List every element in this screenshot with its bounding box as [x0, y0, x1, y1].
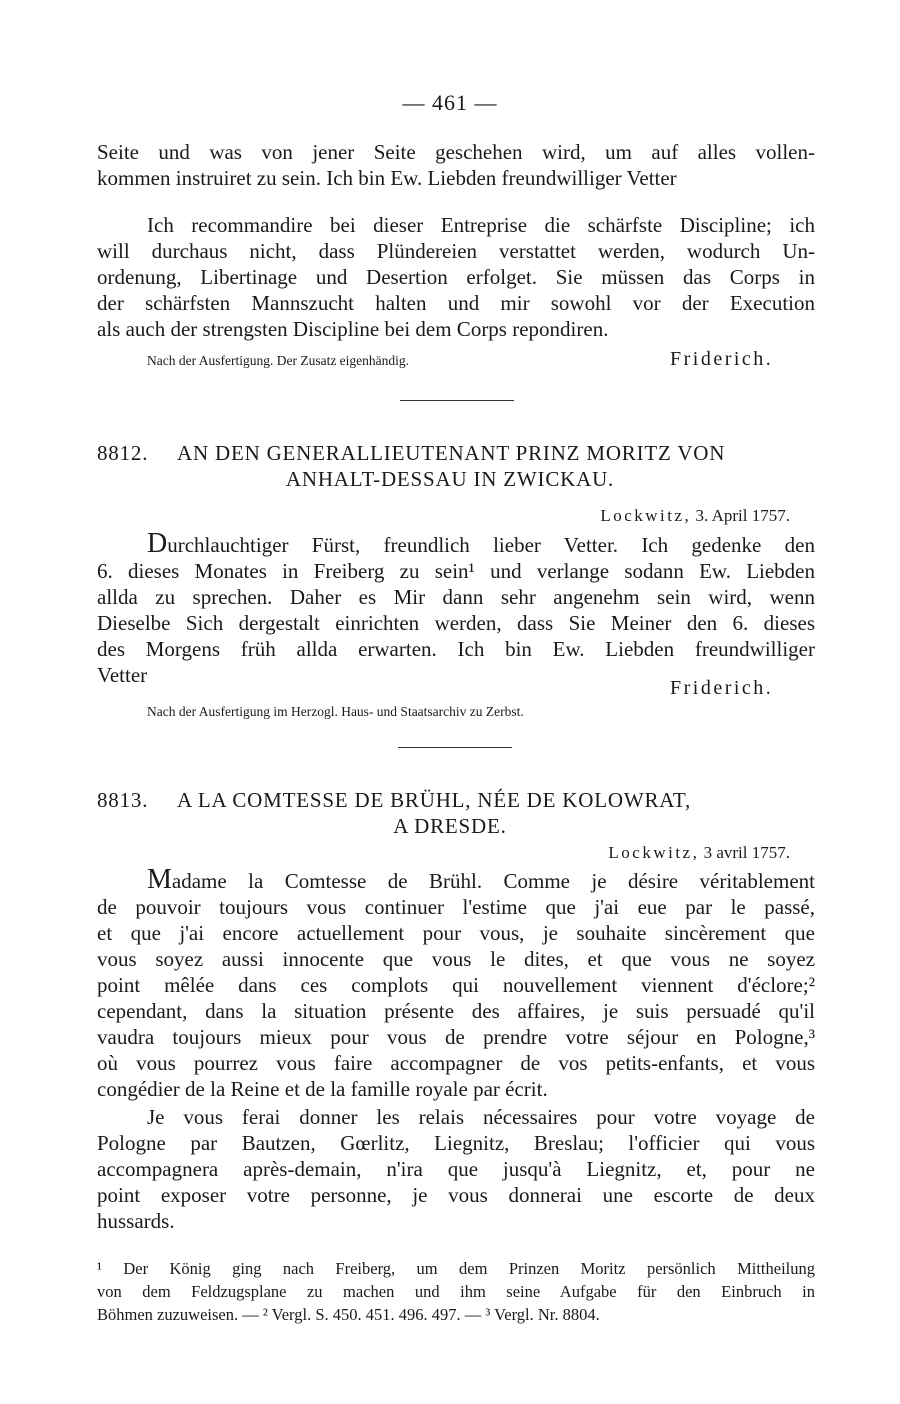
- text-line: Dieselbe Sich dergestalt einrichten werden, dass Sie Meiner den 6. dieses: [97, 611, 815, 635]
- letter-addressee: A LA COMTESSE DE BRÜHL, NÉE DE KOLOWRAT,: [177, 788, 692, 812]
- page-number: — 461 —: [402, 90, 498, 115]
- footnote-line: ¹ Der König ging nach Freiberg, um dem Prinzen Moritz persönlich Mittheilung: [97, 1259, 815, 1278]
- text-line: allda zu sprechen. Daher es Mir dann sehr angenehm sein wird, wenn: [97, 585, 815, 609]
- dateline-date: 3 avril 1757.: [703, 843, 790, 862]
- drop-cap: D: [147, 528, 168, 559]
- dateline: [608, 843, 790, 863]
- text-line: vous soyez aussi innocente que vous le dites, et que vous ne soyez: [97, 947, 815, 971]
- text-line: der schärfsten Mannszucht halten und mir sowohl vor der Execution: [97, 291, 815, 315]
- letter-number: 8812.: [97, 441, 149, 465]
- text-line: 6. dieses Monates in Freiberg zu sein¹ und verlange sodann Ew. Liebden: [97, 559, 815, 583]
- text-line: Vetter: [97, 663, 148, 687]
- letter-heading: [97, 787, 815, 813]
- text-line: congédier de la Reine et de la famille royale par écrit.: [97, 1077, 548, 1101]
- letter-addressee-line2: ANHALT-DESSAU IN ZWICKAU.: [285, 467, 615, 491]
- letter-addressee: AN DEN GENERALLIEUTENANT PRINZ MORITZ VON: [177, 441, 726, 465]
- letter-addressee-line2: A DRESDE.: [393, 814, 507, 838]
- dateline: [600, 506, 790, 526]
- text-line: cependant, dans la situation présente des affaires, je suis persuadé qu'il: [97, 999, 815, 1023]
- text-line: point mêlée dans ces complots qui nouvellement viennent d'éclore;²: [97, 973, 815, 997]
- section-divider: [398, 747, 512, 748]
- text-line: ordenung, Libertinage und Desertion erfolget. Sie müssen das Corps in: [97, 265, 815, 289]
- text-line: où vous pourrez vous faire accompagner de vos petits-enfants, et vous: [97, 1051, 815, 1075]
- text-line: Durchlauchtiger Fürst, freundlich lieber Vetter. Ich gedenke den: [147, 528, 815, 559]
- text-line: de pouvoir toujours vous continuer l'estime que j'ai eue par le passé,: [97, 895, 815, 919]
- text-line: des Morgens früh allda erwarten. Ich bin Ew. Liebden freundwilliger: [97, 637, 815, 661]
- signature: Friderich.: [670, 677, 774, 699]
- dateline-place: Lockwitz,: [600, 506, 692, 525]
- text-line: Je vous ferai donner les relais nécessaires pour votre voyage de: [147, 1105, 815, 1129]
- text-line: Seite und was von jener Seite geschehen wird, um auf alles vollen-: [97, 140, 815, 164]
- text-line: kommen instruiret zu sein. Ich bin Ew. Liebden freundwilliger Vetter: [97, 166, 677, 190]
- letter-heading: [97, 440, 815, 466]
- text-line: accompagnera après-demain, n'ira que jusqu'à Liegnitz, et, pour ne: [97, 1157, 815, 1181]
- text-line: Madame la Comtesse de Brühl. Comme je désire véritablement: [147, 864, 815, 895]
- text-line: vaudra toujours mieux pour vous de prendre votre séjour en Pologne,³: [97, 1025, 815, 1049]
- text-line: hussards.: [97, 1209, 175, 1233]
- text-line: Ich recommandire bei dieser Entreprise die schärfste Discipline; ich: [147, 213, 815, 237]
- text-line: will durchaus nicht, dass Plündereien verstattet werden, wodurch Un-: [97, 239, 815, 263]
- signature: Friderich.: [670, 348, 774, 370]
- text-line: point exposer votre personne, je vous donnerai une escorte de deux: [97, 1183, 815, 1207]
- source-note: Nach der Ausfertigung im Herzogl. Haus- und Staatsarchiv zu Zerbst.: [147, 704, 524, 719]
- text-line: als auch der strengsten Discipline bei dem Corps repondiren.: [97, 317, 609, 341]
- text-line: Pologne par Bautzen, Gœrlitz, Liegnitz, Breslau; l'officier qui vous: [97, 1131, 815, 1155]
- footnote-line: Böhmen zuzuweisen. — ² Vergl. S. 450. 451. 496. 497. — ³ Vergl. Nr. 8804.: [97, 1305, 600, 1324]
- source-note: Nach der Ausfertigung. Der Zusatz eigenhändig.: [147, 353, 410, 368]
- dateline-place: Lockwitz,: [608, 843, 700, 862]
- footnote-line: von dem Feldzugsplane zu machen und ihm seine Aufgabe für den Einbruch in: [97, 1282, 815, 1301]
- section-divider: [400, 400, 514, 401]
- dateline-date: 3. April 1757.: [695, 506, 790, 525]
- letter-number: 8813.: [97, 788, 149, 812]
- drop-cap: M: [147, 864, 172, 895]
- text-line: et que j'ai encore actuellement pour vous, je souhaite sincèrement que: [97, 921, 815, 945]
